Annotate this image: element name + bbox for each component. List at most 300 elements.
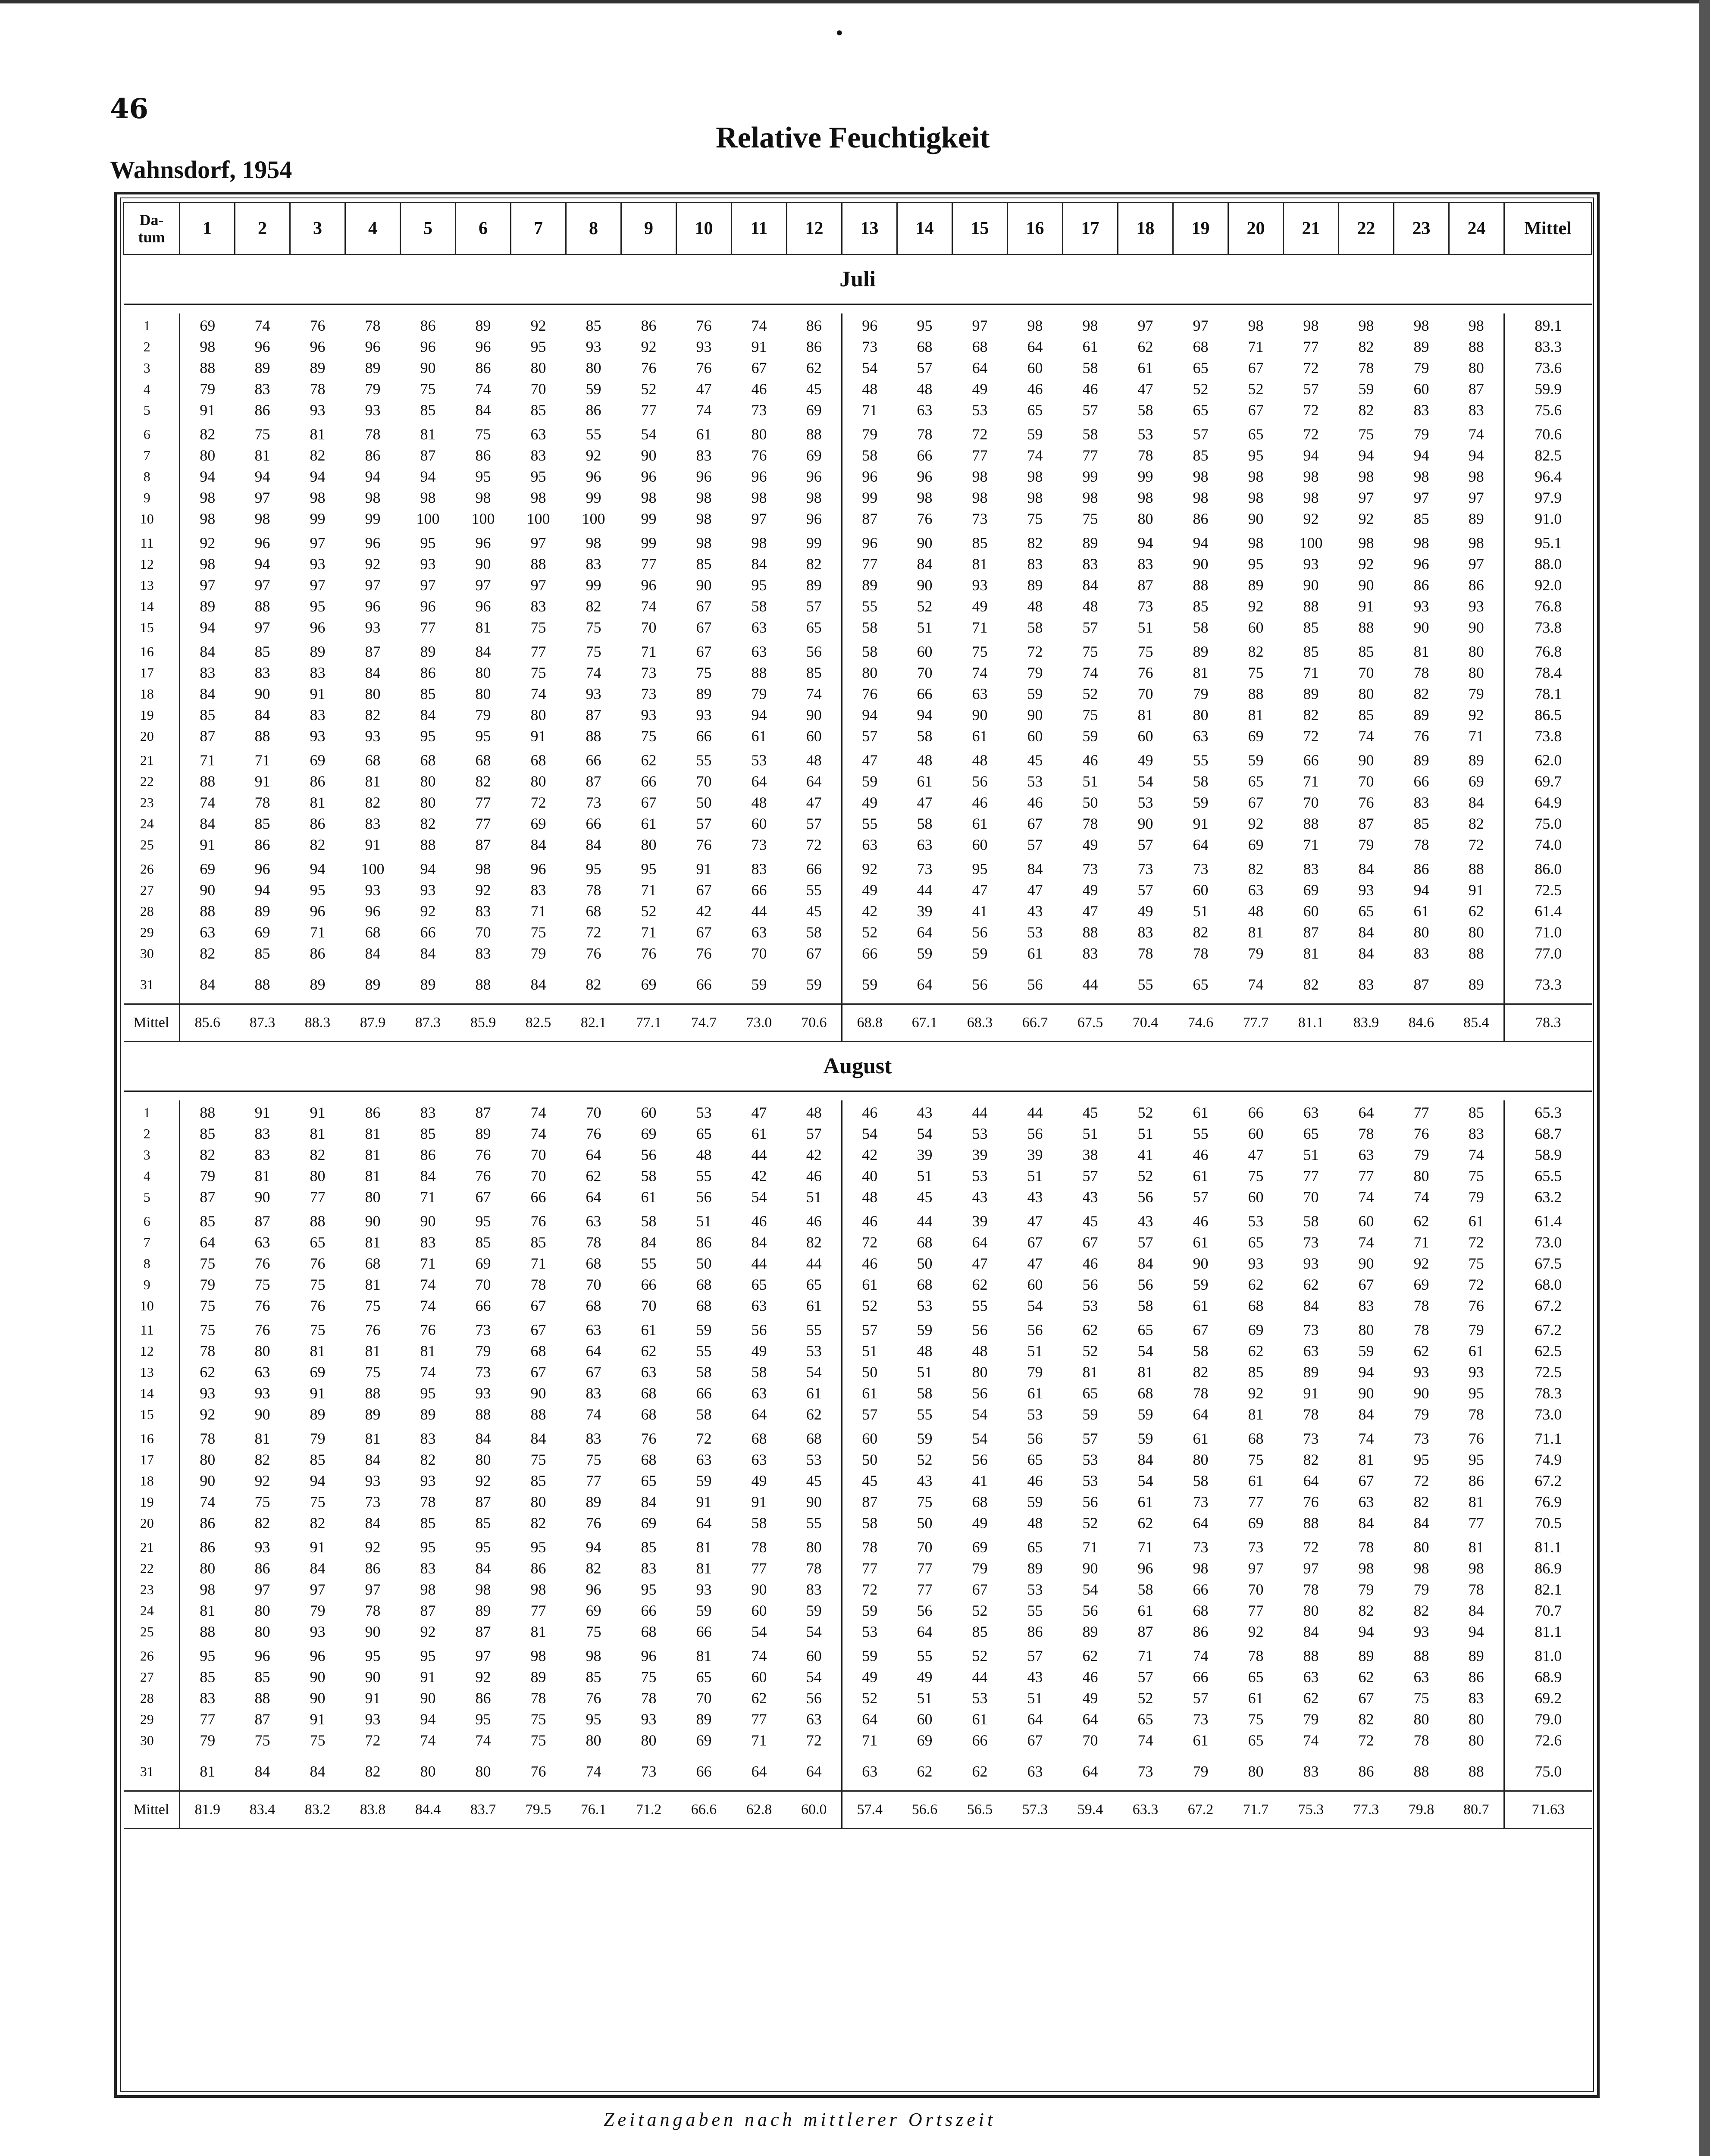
hour-values: 68 80 80 82 88: [420, 751, 436, 853]
spacer-row: [124, 1091, 1592, 1101]
hour-values: 91 84 97 79 93: [310, 1538, 326, 1640]
hour-values: 85 83 74 75 79: [1468, 1103, 1484, 1206]
hourly-mean-value: 77.7: [1228, 1004, 1284, 1042]
month-name: August: [124, 1042, 1592, 1091]
hour-values: 63 65 51 77 70: [1303, 1103, 1319, 1206]
hour-values: 77 75 74 80 91: [530, 642, 546, 745]
hour-header: 13: [842, 203, 897, 255]
hour-values: 98 77 72 57 72: [1303, 317, 1319, 419]
daily-mean-values: 76.8 78.4 78.1 86.5 73.8: [1504, 639, 1592, 748]
hour-values: 48 61 47 58 63: [917, 751, 933, 853]
hour-value: 82: [586, 976, 601, 993]
hour-header: 5: [401, 203, 456, 255]
hour-values: 68 81 82 83 91: [365, 751, 381, 853]
mittel-label: Mittel: [124, 1791, 180, 1829]
hour-values: 75 81 94 97 98: [254, 425, 270, 527]
hour-values: 95 93 97 96 77: [420, 534, 436, 636]
hour-values: 86 94 61 80 83: [1413, 860, 1429, 962]
hour-values: 89 86 85 84 95: [420, 642, 436, 745]
daily-mean-values: 86.0 72.5 61.4 71.0 77.0: [1504, 857, 1592, 965]
hour-header: 9: [621, 203, 676, 255]
hour-value: 80: [420, 1763, 436, 1780]
hour-values: 46 51 50 78 49: [1082, 751, 1098, 853]
hourly-mean-value: 70.6: [787, 1004, 842, 1042]
hour-values: 69 62 85 92 81: [1248, 1321, 1264, 1423]
hour-values: 63 64 67 83 74: [586, 1321, 601, 1423]
hour-header: 21: [1284, 203, 1339, 255]
hour-values: 46 82 44 65 61: [787, 1209, 842, 1318]
hour-values: 48 56 46 61 60: [972, 751, 988, 853]
hour-values: 70 76 64 62 64: [586, 1103, 601, 1206]
hour-values: 98 88 80 87 83: [1468, 317, 1484, 419]
daily-mean-values: 62.0 69.7 64.9 75.0 74.0: [1504, 748, 1592, 857]
hour-values: 100 93 96 68 84: [361, 860, 385, 962]
hour-value: 74: [1248, 976, 1264, 993]
hour-values: 91 81 82 80 77: [310, 1103, 326, 1206]
hourly-mean-value: 82.1: [566, 1004, 621, 1042]
hour-values: 62 71 92 69 78: [1413, 1212, 1429, 1314]
hour-value: 88: [1413, 1763, 1429, 1780]
hour-values: 76 96 89 78 93: [310, 317, 326, 419]
hour-values: 66 55 45 58 67: [787, 857, 842, 965]
hour-values: 74 94 98 97 89: [1468, 425, 1484, 527]
hour-value: 56: [1027, 976, 1043, 993]
hour-values: 56 48 80 56 54: [972, 1321, 988, 1423]
hour-value: 82: [1303, 976, 1319, 993]
overall-mean-value: 71.63: [1504, 1791, 1592, 1829]
hour-values: 95 84 98 89 87: [475, 1538, 491, 1640]
hour-values: 98 95 89 92 60: [1248, 534, 1264, 636]
day-group-row: [124, 1100, 1592, 1209]
hour-value: 69: [641, 976, 657, 993]
hour-values: 73 82 64 76 88: [1303, 1429, 1319, 1532]
day-31-row: [124, 965, 1592, 1004]
hour-values: 78 96 89 79 93: [365, 317, 381, 419]
hour-values: 82 80 94 98 98: [200, 425, 216, 527]
hour-values: 89 69 84 82 72: [1468, 751, 1484, 853]
hour-values: 72 77 98 98 73: [972, 425, 988, 527]
hour-values: 52 44 53 61 66: [972, 1647, 988, 1749]
hour-values: 79 58 96 99 87: [862, 425, 878, 527]
hour-values: 81 87 94 98 100: [416, 425, 440, 527]
hour-values: 78 98 79 82 94: [1358, 1538, 1374, 1640]
hourly-mean-value: 62.8: [732, 1791, 787, 1829]
hour-values: 59 55 58 66 58: [696, 1321, 712, 1423]
hour-values: 92 95 80 70 85: [530, 317, 546, 419]
hour-values: 90 84 90 52 51: [917, 534, 933, 636]
hour-value: 66: [696, 1763, 712, 1780]
hour-values: 72 97 78 80 84: [1303, 1538, 1319, 1640]
hourly-mean-value: 71.7: [1228, 1791, 1284, 1829]
hour-values: 89 96 86 74 84: [475, 317, 491, 419]
hour-values: 98 71 67 52 67: [1248, 317, 1264, 419]
hour-values: 60 74 90 67 83: [1358, 1212, 1374, 1314]
hour-values: 73 44 39 64 59: [917, 860, 933, 962]
hourly-mean-value: 83.4: [235, 1791, 290, 1829]
hour-values: 67 68 67 90 88: [530, 1321, 546, 1423]
hour-values: 99 82 89 57 65: [787, 531, 842, 639]
hour-values: 66 87 73 66 84: [586, 751, 601, 853]
hour-values: 86 80 98 81 88: [200, 1538, 216, 1640]
mittel-header: Mittel: [1504, 203, 1592, 255]
daily-mean-values: 67.2 62.5 72.5 78.3 73.0: [1504, 1318, 1592, 1426]
hour-header: 22: [1339, 203, 1394, 255]
hour-values: 69 79 67 52 85: [972, 1538, 988, 1640]
hour-values: 76 68 65 84 69: [641, 1429, 657, 1532]
hour-values: 55 92 96 99 100: [582, 425, 605, 527]
hour-values: 68 80 72 69 84: [530, 751, 546, 853]
hour-values: 52 51 41 52 56: [1137, 1103, 1153, 1206]
hour-header: 18: [1118, 203, 1173, 255]
hourly-mean-value: 57.3: [1008, 1791, 1063, 1829]
hour-values: 95 86 98 77 81: [530, 1538, 546, 1640]
hour-values: 95 85 83 77 79: [200, 1647, 216, 1749]
hour-values: 68 53 45 90 55: [787, 1426, 842, 1535]
hour-values: 96 90 97 96 81: [475, 534, 491, 636]
day-numbers: 16 17 18 19 20: [124, 1426, 180, 1535]
hourly-mean-value: 59.4: [1063, 1791, 1118, 1829]
hour-values: 95 85 69 70 66: [475, 1212, 491, 1314]
hourly-mean-value: 60.0: [787, 1791, 842, 1829]
hour-values: 67 58 82 78 64: [1193, 1321, 1209, 1423]
hour-values: 44 68 50 68 53: [917, 1212, 933, 1314]
hour-values: 59 84 54 61 62: [1137, 1429, 1153, 1532]
hour-header: 11: [732, 203, 787, 255]
hour-values: 72 79 59 90 60: [1027, 642, 1043, 745]
hour-values: 97 88 97 83 75: [530, 534, 546, 636]
hour-values: 84 80 92 87 85: [475, 1429, 491, 1532]
hour-values: 78 86 94 98 99: [365, 425, 381, 527]
hour-header: 19: [1173, 203, 1228, 255]
hour-values: 72 63 59 91 64: [696, 1429, 712, 1532]
hour-values: 75 74 63 90 61: [972, 642, 988, 745]
hour-values: 76 95 86 81 77: [1468, 1429, 1484, 1532]
hour-header: 7: [511, 203, 566, 255]
hourly-mean-value: 82.5: [511, 1004, 566, 1042]
hour-values: 74 74 70 70 66: [530, 1103, 546, 1206]
hour-value: 62: [972, 1763, 988, 1780]
hour-values: 88 65 76 75 76: [310, 1212, 326, 1314]
hourly-mean-value: 84.6: [1394, 1004, 1449, 1042]
humidity-table: [123, 202, 1592, 1829]
hour-values: 88 63 75 80 78: [1413, 1647, 1429, 1749]
hour-value: 81: [200, 1763, 216, 1780]
hour-values: 56 51 79 61 53: [1027, 1321, 1043, 1423]
hourly-mean-value: 84.4: [401, 1791, 456, 1829]
hour-values: 78 65 61 75 65: [1248, 1647, 1264, 1749]
hour-header: 3: [290, 203, 345, 255]
hour-value: 63: [1027, 1763, 1043, 1780]
hour-values: 74 96 89 83 86: [254, 317, 270, 419]
hour-values: 59 48 51 58 55: [917, 1321, 933, 1423]
day-group-row: [124, 1209, 1592, 1318]
hour-value: 76: [530, 1763, 546, 1780]
hour-values: 77 76 79 80 74: [1413, 1103, 1429, 1206]
hour-values: 93 86 97 80 80: [254, 1538, 270, 1640]
hourly-mean-value: 85.9: [456, 1004, 511, 1042]
hour-values: 48 64 47 57 72: [787, 748, 842, 857]
hour-value: 74: [586, 1763, 601, 1780]
day-group-row: [124, 857, 1592, 965]
hour-values: 84 47 43 53 61: [1027, 860, 1043, 962]
hour-values: 95 47 41 56 59: [972, 860, 988, 962]
scan-edge-top: [0, 0, 1710, 3]
hour-values: 83 75 77 89 76: [586, 1429, 601, 1532]
daily-mean-values: 95.1 88.0 92.0 76.8 73.8: [1504, 531, 1592, 639]
hour-value: 64: [787, 1752, 842, 1791]
footer-note: Zeitangaben nach mittlerer Ortszeit: [604, 2109, 996, 2130]
hour-values: 53 65 93 62 68: [1248, 1212, 1264, 1314]
hour-values: 71 96 58 61 87: [1137, 1538, 1153, 1640]
hour-value: 83: [1303, 1763, 1319, 1780]
hour-values: 47 67 47 60 54: [1027, 1212, 1043, 1314]
day-group-row: [124, 1426, 1592, 1535]
hour-values: 66 60 47 75 60: [1248, 1103, 1264, 1206]
hour-values: 94 82 96 69 75: [586, 1538, 601, 1640]
hour-values: 68 82 77 77 87: [475, 751, 491, 853]
hour-values: 92 49 42 52 66: [862, 860, 878, 962]
hour-value: 84: [200, 976, 216, 993]
daily-mean-value: 75.0: [1504, 1752, 1592, 1791]
hour-value: 87: [1413, 976, 1429, 993]
day-numbers: 11 12 13 14 15: [124, 531, 180, 639]
hourly-mean-value: 57.4: [842, 1791, 897, 1829]
hour-header: 24: [1449, 203, 1504, 255]
hour-values: 56 49 58 63 64: [751, 1321, 767, 1423]
hour-values: 73 60 51 82 78: [1193, 860, 1209, 962]
hour-values: 79 94 98 97 85: [1413, 425, 1429, 527]
day-numbers: 26 27 28 29 30: [124, 1644, 180, 1752]
hour-values: 76 81 75 88 89: [365, 1321, 381, 1423]
hourly-mean-value: 75.3: [1284, 1791, 1339, 1829]
ink-mark: •: [834, 24, 845, 44]
hour-value: 62: [917, 1763, 933, 1780]
hour-value: 66: [696, 976, 712, 993]
hour-values: 78 62 93 90 79: [1413, 1321, 1429, 1423]
hour-values: 98 92 83 70 83: [475, 860, 491, 962]
hour-values: 96 85 88 87 75: [254, 1647, 270, 1749]
hour-values: 59 65 67 92 69: [1248, 751, 1264, 853]
hour-values: 81 82 94 98 99: [310, 425, 326, 527]
hour-values: 76 80 63 93 90: [254, 1321, 270, 1423]
hour-values: 84 93 65 84 84: [1358, 860, 1374, 962]
hour-values: 60 54 56 63 72: [787, 1644, 842, 1752]
hour-values: 73 95 72 82 84: [1413, 1429, 1429, 1532]
hour-value: 88: [254, 976, 270, 993]
hour-values: 61 55 46 61 57: [1193, 1103, 1209, 1206]
hour-values: 55 53 54 61 62: [787, 1318, 842, 1426]
hour-values: 63 78 68 70 68: [586, 1212, 601, 1314]
hour-values: 57 43 51 64 67: [1027, 1647, 1043, 1749]
hour-header: 8: [566, 203, 621, 255]
hour-values: 70 77 77 56 64: [917, 1538, 933, 1640]
hour-values: 76 85 71 78 67: [530, 1212, 546, 1314]
hourly-mean-value: 80.7: [1449, 1791, 1504, 1829]
hourly-mean-value: 87.3: [401, 1004, 456, 1042]
hour-values: 88 69 96 98 96: [787, 422, 842, 531]
hourly-mean-value: 79.5: [511, 1791, 566, 1829]
hour-value: 88: [475, 976, 491, 993]
hour-value: 59: [862, 976, 878, 993]
hour-values: 89 83 91 83 93: [310, 642, 326, 745]
hour-values: 96 75 78 93 80: [641, 1647, 657, 1749]
hour-values: 89 81 79 80 63: [1193, 642, 1209, 745]
hour-value: 84: [310, 1763, 326, 1780]
hour-values: 71 91 78 85 86: [254, 751, 270, 853]
hour-value: 84: [530, 976, 546, 993]
hour-values: 55 70 50 57 76: [696, 751, 712, 853]
datum-header: [124, 203, 180, 255]
hour-values: 86 86 62 45 69: [787, 313, 842, 422]
hour-values: 75 78 62 93 92: [200, 1321, 216, 1423]
day-numbers: 11 12 13 14 15: [124, 1318, 180, 1426]
hour-value: 64: [1082, 1763, 1098, 1780]
hourly-mean-value: 66.6: [676, 1791, 732, 1829]
hour-values: 47 61 44 42 54: [751, 1103, 767, 1206]
hour-values: 87 89 76 76 67: [475, 1103, 491, 1206]
hour-values: 96 73 54 48 71: [862, 317, 878, 419]
hour-values: 98 82 78 59 82: [1358, 317, 1374, 419]
hour-values: 98 92 90 91 88: [1358, 534, 1374, 636]
hour-values: 81 82 92 75 82: [254, 1429, 270, 1532]
hourly-mean-value: 66.7: [1008, 1004, 1063, 1042]
hourly-mean-value: 74.7: [676, 1004, 732, 1042]
hour-values: 59 74 98 98 75: [1027, 425, 1043, 527]
hour-values: 72 94 98 98 92: [1303, 425, 1319, 527]
day-group-row: [124, 748, 1592, 857]
hour-header: 4: [345, 203, 401, 255]
hour-values: 81 84 93 73 84: [365, 1429, 381, 1532]
daily-mean-values: 70.6 82.5 96.4 97.9 91.0: [1504, 422, 1592, 531]
hour-values: 94 83 87 73 51: [1137, 534, 1153, 636]
hour-values: 94 93 92 66 84: [420, 860, 436, 962]
hourly-mean-value: 71.2: [621, 1791, 676, 1829]
hour-values: 75 81 69 91 89: [310, 1321, 326, 1423]
hour-values: 45 51 38 57 43: [1082, 1103, 1098, 1206]
hour-values: 85 83 95 66 68: [641, 1538, 657, 1640]
hour-value: 88: [1468, 1763, 1484, 1780]
hour-values: 61 72 75 72 76: [1468, 1212, 1484, 1314]
hour-values: 95 90 91 93 72: [365, 1647, 381, 1749]
hourly-mean-value: 68.3: [952, 1004, 1008, 1042]
hour-values: 45 53 46 67 57: [1027, 751, 1043, 853]
hour-header: 15: [952, 203, 1008, 255]
hour-value: 59: [751, 976, 767, 993]
monthly-mean-row: [124, 1004, 1592, 1042]
hour-values: 96 94 97 88 97: [254, 534, 270, 636]
hour-values: 49 54 53 90 57: [1137, 751, 1153, 853]
hour-values: 74 60 62 77 71: [751, 1647, 767, 1749]
hourly-mean-value: 77.1: [621, 1004, 676, 1042]
hour-values: 73 98 66 68 86: [1193, 1538, 1209, 1640]
hour-values: 95 71 52 71 76: [641, 860, 657, 962]
day-number: 31: [124, 1752, 180, 1791]
hour-values: 80 98 79 82 93: [1413, 1538, 1429, 1640]
hour-values: 58 84 55 66 70: [641, 1212, 657, 1314]
hour-values: 60 50 45 87 58: [862, 1429, 878, 1532]
month-name: Juli: [124, 255, 1592, 304]
hour-values: 89 83 84 48 57: [1082, 534, 1098, 636]
monthly-mean-row: [124, 1791, 1592, 1829]
hour-values: 97 62 61 47 58: [1137, 317, 1153, 419]
hour-values: 56 85 74 90 60: [787, 639, 842, 748]
hour-values: 44 56 39 51 43: [1027, 1103, 1043, 1206]
day-group-row: [124, 1644, 1592, 1752]
hour-values: 61 80 58 73 64: [1193, 1429, 1209, 1532]
hour-values: 59 52 43 75 50: [917, 1429, 933, 1532]
hour-values: 75 74 52 75 59: [1082, 642, 1098, 745]
hour-values: 44 53 39 53 43: [972, 1103, 988, 1206]
hourly-mean-value: 67.5: [1063, 1004, 1118, 1042]
hourly-mean-value: 68.8: [842, 1004, 897, 1042]
hourly-mean-value: 63.3: [1118, 1791, 1173, 1829]
hourly-mean-value: 56.6: [897, 1791, 952, 1829]
hour-values: 75 76 70 81 60: [1137, 642, 1153, 745]
day-31-row: [124, 1752, 1592, 1791]
hour-values: 81 78 82 89 76: [1413, 642, 1429, 745]
hour-header: 12: [787, 203, 842, 255]
hour-values: 100 93 90 88 85: [1299, 534, 1323, 636]
hour-values: 47 59 49 55 63: [862, 751, 878, 853]
day-group-row: [124, 313, 1592, 422]
hour-values: 84 80 80 79 95: [475, 642, 491, 745]
hour-header: 16: [1008, 203, 1063, 255]
hour-values: 92 86 97 78 90: [365, 1538, 381, 1640]
hour-values: 73 97 70 77 92: [1248, 1538, 1264, 1640]
hour-header: 20: [1228, 203, 1284, 255]
hour-values: 58 73 93 62 84: [1303, 1212, 1319, 1314]
hour-values: 71 73 73 93 75: [641, 642, 657, 745]
header-row: [124, 203, 1592, 255]
hour-values: 95 68 57 48 63: [917, 317, 933, 419]
hour-values: 59 49 52 64 71: [862, 1647, 878, 1749]
hour-value: 73: [1137, 1763, 1153, 1780]
day-group-row: [124, 639, 1592, 748]
hour-values: 60 70 66 94 58: [917, 642, 933, 745]
hour-values: 85 70 80 85 74: [1358, 642, 1374, 745]
hour-values: 45 67 46 56 53: [1082, 1212, 1098, 1314]
scan-edge-right: [1699, 0, 1710, 2156]
daily-mean-values: 81.1 86.9 82.1 70.7 81.1: [1504, 1535, 1592, 1644]
hourly-mean-value: 87.9: [345, 1004, 401, 1042]
hour-values: 73 49 47 88 83: [1082, 860, 1098, 962]
hour-values: 62 66 67 61 80: [641, 751, 657, 853]
hour-value: 63: [862, 1763, 878, 1780]
day-numbers: 21 22 23 24 25: [124, 1535, 180, 1644]
hour-header: 10: [676, 203, 732, 255]
hourly-mean-value: 67.2: [1173, 1791, 1228, 1829]
hour-values: 82 63 48 81 79: [1248, 860, 1264, 962]
hour-values: 78 80 90 74 86: [200, 1429, 216, 1532]
hour-values: 57 85 98 98 86: [1193, 425, 1209, 527]
hour-values: 88 85 82 79 87: [200, 1103, 216, 1206]
hour-values: 83 85 86 84 71: [420, 1103, 436, 1206]
hour-values: 55 49 51 60 69: [917, 1647, 933, 1749]
hour-values: 83 66 44 63 70: [751, 860, 767, 962]
hour-values: 53 78 99 98 80: [1137, 425, 1153, 527]
hour-values: 99 77 96 74 70: [641, 534, 657, 636]
hour-values: 80 80 79 92 71: [1468, 642, 1484, 745]
day-group-row: [124, 422, 1592, 531]
hour-values: 65 95 98 98 90: [1248, 425, 1264, 527]
day-numbers: 16 17 18 19 20: [124, 639, 180, 748]
mittel-label: Mittel: [124, 1004, 180, 1042]
hour-values: 83 82 93 78 85: [420, 1429, 436, 1532]
hour-value: 84: [254, 1763, 270, 1780]
hourly-mean-value: 83.9: [1339, 1004, 1394, 1042]
hourly-mean-value: 56.5: [952, 1791, 1008, 1829]
month-header-row: [124, 1042, 1592, 1091]
